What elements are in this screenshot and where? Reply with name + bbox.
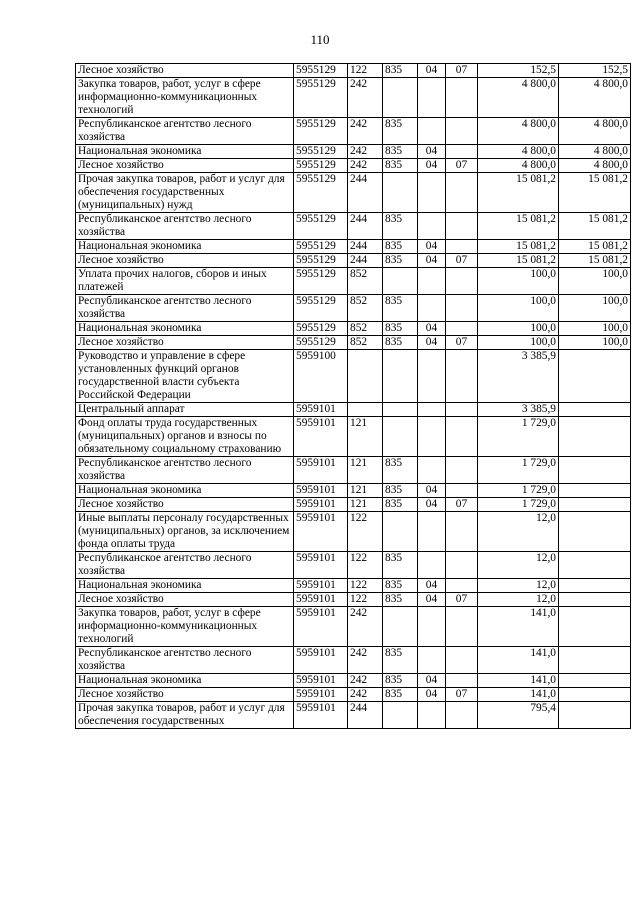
section-cell bbox=[418, 647, 446, 674]
amount-2-cell bbox=[559, 403, 631, 417]
amount-cell: 15 081,2 bbox=[478, 240, 559, 254]
expense-type-cell: 121 bbox=[348, 417, 383, 457]
amount-cell: 4 800,0 bbox=[478, 159, 559, 173]
item-name-cell: Национальная экономика bbox=[76, 322, 294, 336]
item-name-cell: Фонд оплаты труда государственных (муниципальных) органов и взносы по обязательному социальному страхованию bbox=[76, 417, 294, 457]
amount-2-cell: 15 081,2 bbox=[559, 173, 631, 213]
amount-2-cell bbox=[559, 512, 631, 552]
department-code-cell: 835 bbox=[383, 498, 418, 512]
item-name-cell: Национальная экономика bbox=[76, 579, 294, 593]
item-name-cell: Лесное хозяйство bbox=[76, 64, 294, 78]
section-cell: 04 bbox=[418, 322, 446, 336]
department-code-cell bbox=[383, 268, 418, 295]
subsection-cell bbox=[446, 484, 478, 498]
target-code-cell: 5959101 bbox=[294, 484, 348, 498]
subsection-cell: 07 bbox=[446, 593, 478, 607]
amount-2-cell bbox=[559, 688, 631, 702]
expense-type-cell: 242 bbox=[348, 647, 383, 674]
department-code-cell: 835 bbox=[383, 240, 418, 254]
amount-2-cell: 100,0 bbox=[559, 268, 631, 295]
amount-2-cell bbox=[559, 484, 631, 498]
department-code-cell bbox=[383, 417, 418, 457]
expense-type-cell: 244 bbox=[348, 240, 383, 254]
item-name-cell: Республиканское агентство лесного хозяйства bbox=[76, 457, 294, 484]
amount-2-cell bbox=[559, 350, 631, 403]
target-code-cell: 5959101 bbox=[294, 607, 348, 647]
department-code-cell bbox=[383, 403, 418, 417]
subsection-cell bbox=[446, 118, 478, 145]
target-code-cell: 5959101 bbox=[294, 498, 348, 512]
subsection-cell bbox=[446, 579, 478, 593]
department-code-cell: 835 bbox=[383, 64, 418, 78]
amount-2-cell: 15 081,2 bbox=[559, 213, 631, 240]
subsection-cell bbox=[446, 417, 478, 457]
department-code-cell: 835 bbox=[383, 118, 418, 145]
subsection-cell bbox=[446, 240, 478, 254]
amount-2-cell bbox=[559, 702, 631, 729]
amount-2-cell bbox=[559, 647, 631, 674]
department-code-cell: 835 bbox=[383, 579, 418, 593]
amount-2-cell: 15 081,2 bbox=[559, 240, 631, 254]
expense-type-cell: 244 bbox=[348, 173, 383, 213]
amount-2-cell: 152,5 bbox=[559, 64, 631, 78]
section-cell bbox=[418, 213, 446, 240]
target-code-cell: 5955129 bbox=[294, 64, 348, 78]
table-row bbox=[76, 173, 631, 213]
table-row bbox=[76, 484, 631, 498]
subsection-cell bbox=[446, 702, 478, 729]
table-row bbox=[76, 593, 631, 607]
amount-cell: 100,0 bbox=[478, 295, 559, 322]
target-code-cell: 5955129 bbox=[294, 322, 348, 336]
table-row bbox=[76, 579, 631, 593]
department-code-cell bbox=[383, 350, 418, 403]
section-cell bbox=[418, 702, 446, 729]
target-code-cell: 5955129 bbox=[294, 268, 348, 295]
department-code-cell: 835 bbox=[383, 254, 418, 268]
department-code-cell: 835 bbox=[383, 145, 418, 159]
subsection-cell: 07 bbox=[446, 498, 478, 512]
table-row bbox=[76, 607, 631, 647]
table-row bbox=[76, 688, 631, 702]
item-name-cell: Национальная экономика bbox=[76, 674, 294, 688]
department-code-cell: 835 bbox=[383, 593, 418, 607]
item-name-cell: Закупка товаров, работ, услуг в сфере информационно-коммуникационных технологий bbox=[76, 78, 294, 118]
expense-type-cell: 122 bbox=[348, 512, 383, 552]
item-name-cell: Руководство и управление в сфере установленных функций органов государственной власти субъекта Российской Федерации bbox=[76, 350, 294, 403]
subsection-cell bbox=[446, 647, 478, 674]
section-cell: 04 bbox=[418, 579, 446, 593]
item-name-cell: Закупка товаров, работ, услуг в сфере информационно-коммуникационных технологий bbox=[76, 607, 294, 647]
item-name-cell: Республиканское агентство лесного хозяйства bbox=[76, 213, 294, 240]
amount-2-cell bbox=[559, 674, 631, 688]
item-name-cell: Республиканское агентство лесного хозяйства bbox=[76, 295, 294, 322]
section-cell: 04 bbox=[418, 145, 446, 159]
amount-2-cell bbox=[559, 607, 631, 647]
expense-type-cell: 122 bbox=[348, 593, 383, 607]
section-cell bbox=[418, 295, 446, 322]
amount-cell: 15 081,2 bbox=[478, 254, 559, 268]
target-code-cell: 5959101 bbox=[294, 457, 348, 484]
item-name-cell: Республиканское агентство лесного хозяйства bbox=[76, 647, 294, 674]
table-row bbox=[76, 268, 631, 295]
amount-cell: 100,0 bbox=[478, 322, 559, 336]
amount-cell: 3 385,9 bbox=[478, 350, 559, 403]
amount-2-cell: 15 081,2 bbox=[559, 254, 631, 268]
page-number: 110 bbox=[310, 32, 330, 47]
department-code-cell: 835 bbox=[383, 457, 418, 484]
subsection-cell bbox=[446, 268, 478, 295]
department-code-cell: 835 bbox=[383, 159, 418, 173]
target-code-cell: 5959101 bbox=[294, 593, 348, 607]
target-code-cell: 5955129 bbox=[294, 240, 348, 254]
expense-type-cell: 244 bbox=[348, 213, 383, 240]
expense-type-cell: 122 bbox=[348, 579, 383, 593]
table-row bbox=[76, 213, 631, 240]
target-code-cell: 5955129 bbox=[294, 173, 348, 213]
table-row bbox=[76, 512, 631, 552]
section-cell bbox=[418, 607, 446, 647]
expense-type-cell: 242 bbox=[348, 688, 383, 702]
expense-type-cell: 242 bbox=[348, 78, 383, 118]
item-name-cell: Лесное хозяйство bbox=[76, 159, 294, 173]
subsection-cell bbox=[446, 457, 478, 484]
expense-type-cell: 852 bbox=[348, 336, 383, 350]
amount-2-cell: 100,0 bbox=[559, 336, 631, 350]
expense-type-cell bbox=[348, 350, 383, 403]
expense-type-cell: 121 bbox=[348, 457, 383, 484]
amount-2-cell: 100,0 bbox=[559, 322, 631, 336]
expense-type-cell: 242 bbox=[348, 159, 383, 173]
amount-cell: 12,0 bbox=[478, 552, 559, 579]
section-cell: 04 bbox=[418, 593, 446, 607]
expense-type-cell: 852 bbox=[348, 268, 383, 295]
amount-2-cell bbox=[559, 457, 631, 484]
item-name-cell: Лесное хозяйство bbox=[76, 254, 294, 268]
amount-cell: 141,0 bbox=[478, 647, 559, 674]
table-row bbox=[76, 350, 631, 403]
subsection-cell bbox=[446, 607, 478, 647]
amount-2-cell: 4 800,0 bbox=[559, 159, 631, 173]
section-cell bbox=[418, 173, 446, 213]
target-code-cell: 5955129 bbox=[294, 295, 348, 322]
department-code-cell bbox=[383, 607, 418, 647]
table-row bbox=[76, 78, 631, 118]
target-code-cell: 5959100 bbox=[294, 350, 348, 403]
section-cell: 04 bbox=[418, 688, 446, 702]
department-code-cell: 835 bbox=[383, 295, 418, 322]
section-cell bbox=[418, 268, 446, 295]
section-cell: 04 bbox=[418, 484, 446, 498]
table-row bbox=[76, 647, 631, 674]
item-name-cell: Лесное хозяйство bbox=[76, 498, 294, 512]
amount-cell: 12,0 bbox=[478, 593, 559, 607]
table-row bbox=[76, 159, 631, 173]
item-name-cell: Национальная экономика bbox=[76, 145, 294, 159]
expense-type-cell: 242 bbox=[348, 674, 383, 688]
item-name-cell: Республиканское агентство лесного хозяйства bbox=[76, 552, 294, 579]
section-cell: 04 bbox=[418, 674, 446, 688]
item-name-cell: Национальная экономика bbox=[76, 484, 294, 498]
expense-type-cell: 242 bbox=[348, 145, 383, 159]
department-code-cell bbox=[383, 78, 418, 118]
amount-2-cell bbox=[559, 417, 631, 457]
target-code-cell: 5959101 bbox=[294, 552, 348, 579]
section-cell bbox=[418, 512, 446, 552]
table-row bbox=[76, 403, 631, 417]
item-name-cell: Лесное хозяйство bbox=[76, 336, 294, 350]
amount-2-cell bbox=[559, 579, 631, 593]
amount-cell: 141,0 bbox=[478, 688, 559, 702]
table-row bbox=[76, 457, 631, 484]
expense-type-cell: 121 bbox=[348, 498, 383, 512]
table-row bbox=[76, 254, 631, 268]
amount-2-cell: 4 800,0 bbox=[559, 145, 631, 159]
target-code-cell: 5955129 bbox=[294, 118, 348, 145]
subsection-cell bbox=[446, 295, 478, 322]
amount-cell: 100,0 bbox=[478, 336, 559, 350]
table-row bbox=[76, 336, 631, 350]
target-code-cell: 5959101 bbox=[294, 674, 348, 688]
section-cell: 04 bbox=[418, 64, 446, 78]
table-row bbox=[76, 240, 631, 254]
department-code-cell: 835 bbox=[383, 688, 418, 702]
table-row bbox=[76, 322, 631, 336]
expense-type-cell: 244 bbox=[348, 702, 383, 729]
target-code-cell: 5959101 bbox=[294, 417, 348, 457]
amount-cell: 3 385,9 bbox=[478, 403, 559, 417]
target-code-cell: 5955129 bbox=[294, 145, 348, 159]
target-code-cell: 5955129 bbox=[294, 159, 348, 173]
target-code-cell: 5959101 bbox=[294, 512, 348, 552]
amount-cell: 141,0 bbox=[478, 607, 559, 647]
expense-type-cell bbox=[348, 403, 383, 417]
item-name-cell: Лесное хозяйство bbox=[76, 688, 294, 702]
amount-cell: 15 081,2 bbox=[478, 173, 559, 213]
table-row bbox=[76, 295, 631, 322]
section-cell: 04 bbox=[418, 498, 446, 512]
department-code-cell: 835 bbox=[383, 336, 418, 350]
item-name-cell: Прочая закупка товаров, работ и услуг для обеспечения государственных (муниципальных) нужд bbox=[76, 173, 294, 213]
amount-cell: 141,0 bbox=[478, 674, 559, 688]
section-cell: 04 bbox=[418, 240, 446, 254]
table-row bbox=[76, 552, 631, 579]
table-body bbox=[76, 64, 631, 729]
table-row bbox=[76, 417, 631, 457]
subsection-cell: 07 bbox=[446, 64, 478, 78]
subsection-cell: 07 bbox=[446, 688, 478, 702]
section-cell: 04 bbox=[418, 159, 446, 173]
expense-type-cell: 121 bbox=[348, 484, 383, 498]
table-row bbox=[76, 498, 631, 512]
target-code-cell: 5955129 bbox=[294, 78, 348, 118]
table-row bbox=[76, 145, 631, 159]
subsection-cell bbox=[446, 173, 478, 213]
subsection-cell bbox=[446, 213, 478, 240]
amount-cell: 152,5 bbox=[478, 64, 559, 78]
amount-cell: 15 081,2 bbox=[478, 213, 559, 240]
target-code-cell: 5955129 bbox=[294, 213, 348, 240]
section-cell bbox=[418, 118, 446, 145]
section-cell bbox=[418, 403, 446, 417]
department-code-cell: 835 bbox=[383, 213, 418, 240]
subsection-cell bbox=[446, 674, 478, 688]
department-code-cell: 835 bbox=[383, 484, 418, 498]
item-name-cell: Лесное хозяйство bbox=[76, 593, 294, 607]
subsection-cell bbox=[446, 350, 478, 403]
section-cell bbox=[418, 417, 446, 457]
amount-cell: 12,0 bbox=[478, 579, 559, 593]
item-name-cell: Республиканское агентство лесного хозяйства bbox=[76, 118, 294, 145]
expense-type-cell: 852 bbox=[348, 295, 383, 322]
item-name-cell: Национальная экономика bbox=[76, 240, 294, 254]
section-cell bbox=[418, 350, 446, 403]
subsection-cell bbox=[446, 78, 478, 118]
target-code-cell: 5959101 bbox=[294, 579, 348, 593]
department-code-cell: 835 bbox=[383, 647, 418, 674]
department-code-cell bbox=[383, 702, 418, 729]
target-code-cell: 5959101 bbox=[294, 403, 348, 417]
amount-cell: 4 800,0 bbox=[478, 145, 559, 159]
section-cell: 04 bbox=[418, 336, 446, 350]
expense-type-cell: 244 bbox=[348, 254, 383, 268]
subsection-cell bbox=[446, 552, 478, 579]
amount-cell: 795,4 bbox=[478, 702, 559, 729]
table-row bbox=[76, 674, 631, 688]
section-cell bbox=[418, 457, 446, 484]
expense-type-cell: 852 bbox=[348, 322, 383, 336]
section-cell: 04 bbox=[418, 254, 446, 268]
amount-2-cell bbox=[559, 593, 631, 607]
expense-type-cell: 242 bbox=[348, 607, 383, 647]
subsection-cell bbox=[446, 322, 478, 336]
amount-cell: 4 800,0 bbox=[478, 78, 559, 118]
department-code-cell bbox=[383, 173, 418, 213]
subsection-cell bbox=[446, 512, 478, 552]
item-name-cell: Прочая закупка товаров, работ и услуг для обеспечения государственных bbox=[76, 702, 294, 729]
budget-table bbox=[75, 63, 631, 729]
subsection-cell bbox=[446, 403, 478, 417]
subsection-cell: 07 bbox=[446, 254, 478, 268]
table-row bbox=[76, 118, 631, 145]
target-code-cell: 5955129 bbox=[294, 336, 348, 350]
target-code-cell: 5959101 bbox=[294, 688, 348, 702]
expense-type-cell: 122 bbox=[348, 64, 383, 78]
item-name-cell: Центральный аппарат bbox=[76, 403, 294, 417]
table-row bbox=[76, 702, 631, 729]
section-cell bbox=[418, 552, 446, 579]
amount-cell: 1 729,0 bbox=[478, 484, 559, 498]
target-code-cell: 5959101 bbox=[294, 702, 348, 729]
amount-2-cell bbox=[559, 498, 631, 512]
expense-type-cell: 122 bbox=[348, 552, 383, 579]
amount-cell: 100,0 bbox=[478, 268, 559, 295]
amount-cell: 1 729,0 bbox=[478, 417, 559, 457]
amount-2-cell bbox=[559, 552, 631, 579]
amount-2-cell: 4 800,0 bbox=[559, 118, 631, 145]
amount-2-cell: 4 800,0 bbox=[559, 78, 631, 118]
department-code-cell: 835 bbox=[383, 552, 418, 579]
amount-cell: 4 800,0 bbox=[478, 118, 559, 145]
table-row bbox=[76, 64, 631, 78]
department-code-cell bbox=[383, 512, 418, 552]
target-code-cell: 5959101 bbox=[294, 647, 348, 674]
amount-cell: 1 729,0 bbox=[478, 457, 559, 484]
target-code-cell: 5955129 bbox=[294, 254, 348, 268]
department-code-cell: 835 bbox=[383, 674, 418, 688]
subsection-cell: 07 bbox=[446, 159, 478, 173]
item-name-cell: Иные выплаты персоналу государственных (муниципальных) органов, за исключением фонда оплаты труда bbox=[76, 512, 294, 552]
expense-type-cell: 242 bbox=[348, 118, 383, 145]
amount-cell: 12,0 bbox=[478, 512, 559, 552]
amount-2-cell: 100,0 bbox=[559, 295, 631, 322]
item-name-cell: Уплата прочих налогов, сборов и иных платежей bbox=[76, 268, 294, 295]
subsection-cell bbox=[446, 145, 478, 159]
subsection-cell: 07 bbox=[446, 336, 478, 350]
amount-cell: 1 729,0 bbox=[478, 498, 559, 512]
section-cell bbox=[418, 78, 446, 118]
department-code-cell: 835 bbox=[383, 322, 418, 336]
